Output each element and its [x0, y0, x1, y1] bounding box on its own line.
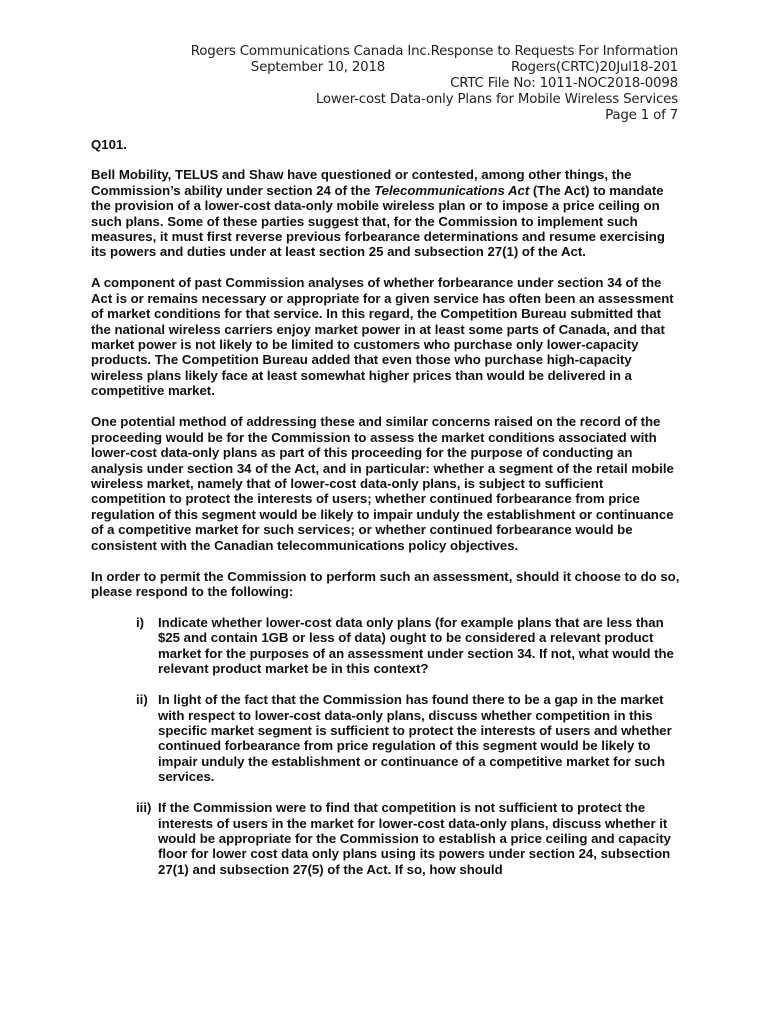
paragraph-1-after: (The Act) to mandate the provision of a lower-cost data-only mobile wireless plan or to impose a price ceiling on such plans. Some of these parties suggest that, for the Commission to implement such measures, it must first reverse previous forbearance determinations and resume exercising its powers and duties under at least section 25 and subsection 27(1) of the Act.: [91, 182, 665, 260]
header-date: September 10, 2018: [250, 60, 386, 75]
list-item-number: i): [136, 614, 145, 630]
header-subject: Lower-cost Data-only Plans for Mobile Wireless Services: [315, 92, 678, 107]
paragraph-1: [91, 167, 681, 259]
header-page-number: Page 1 of 7: [605, 108, 678, 123]
list-item-number: iii): [136, 800, 152, 816]
list-item: [91, 615, 681, 677]
header-company-line: Rogers Communications Canada Inc.Response to Requests For Information: [190, 44, 678, 59]
document-header: [191, 44, 678, 124]
list-item-text: In light of the fact that the Commission has found there to be a gap in the market with respect to lower-cost data-only plans, discuss whether competition in this specific market segment is sufficient to protect the interests of users and whether continued forbearance from price regulation of this segment would be likely to impair unduly the establishment or continuance of a competitive market for such services.: [158, 692, 672, 785]
list-item-number: ii): [136, 692, 148, 708]
document-body: [91, 137, 681, 893]
paragraph-1-before: Bell Mobility, TELUS and Shaw have questioned or contested, among other things, the Commission’s ability under section 24 of the: [91, 167, 632, 198]
act-title: Telecommunications Act: [374, 182, 530, 198]
header-date-row: [191, 60, 678, 76]
list-item-text: Indicate whether lower-cost data only plans (for example plans that are less than $25 and contain 1GB or less of data) ought to be considered a relevant product market for the purposes of an assessment under section 34. If not, what would the relevant product market be in this context?: [158, 614, 674, 677]
header-reference: Rogers(CRTC)20Jul18-201: [510, 60, 678, 75]
question-id: Q101.: [91, 137, 127, 152]
list-item: [91, 692, 681, 784]
question-list: [91, 615, 681, 877]
paragraph-2: A component of past Commission analyses of whether forbearance under section 34 of the Act is or remains necessary or appropriate for a given service has often been an assessment of market conditions for that service. In this regard, the Competition Bureau submitted that the national wireless carriers enjoy market power in at least some parts of Canada, and that market power is not likely to be limited to customers who purchase only lower-capacity products. The Competition Bureau added that even those who purchase high-capacity wireless plans likely face at least somewhat higher prices than would be delivered in a competitive market.: [91, 275, 674, 399]
header-file-number: CRTC File No: 1011-NOC2018-0098: [450, 76, 678, 91]
list-item-text: If the Commission were to find that competition is not sufficient to protect the interests of users in the market for lower-cost data-only plans, discuss whether it would be appropriate for the Commission to establish a price ceiling and capacity floor for lower cost data only plans using its powers under section 24, subsection 27(1) and subsection 27(5) of the Act. If so, how should: [158, 800, 671, 877]
list-item: [91, 800, 681, 877]
paragraph-4: In order to permit the Commission to perform such an assessment, should it choose to do so, please respond to the following:: [91, 568, 680, 599]
paragraph-3: One potential method of addressing these and similar concerns raised on the record of the proceeding would be for the Commission to assess the market conditions associated with lower-cost data-only plans as part of this proceeding for the purpose of conducting an analysis under section 34 of the Act, and in particular: whether a segment of the retail mobile wireless market, namely that of lower-cost data-only plans, is subject to sufficient competition to protect the interests of users; whether continued forbearance from price regulation of this segment would be likely to impair unduly the establishment or continuance of a competitive market for such services; or whether continued forbearance would be consistent with the Canadian telecommunications policy objectives.: [91, 414, 674, 553]
